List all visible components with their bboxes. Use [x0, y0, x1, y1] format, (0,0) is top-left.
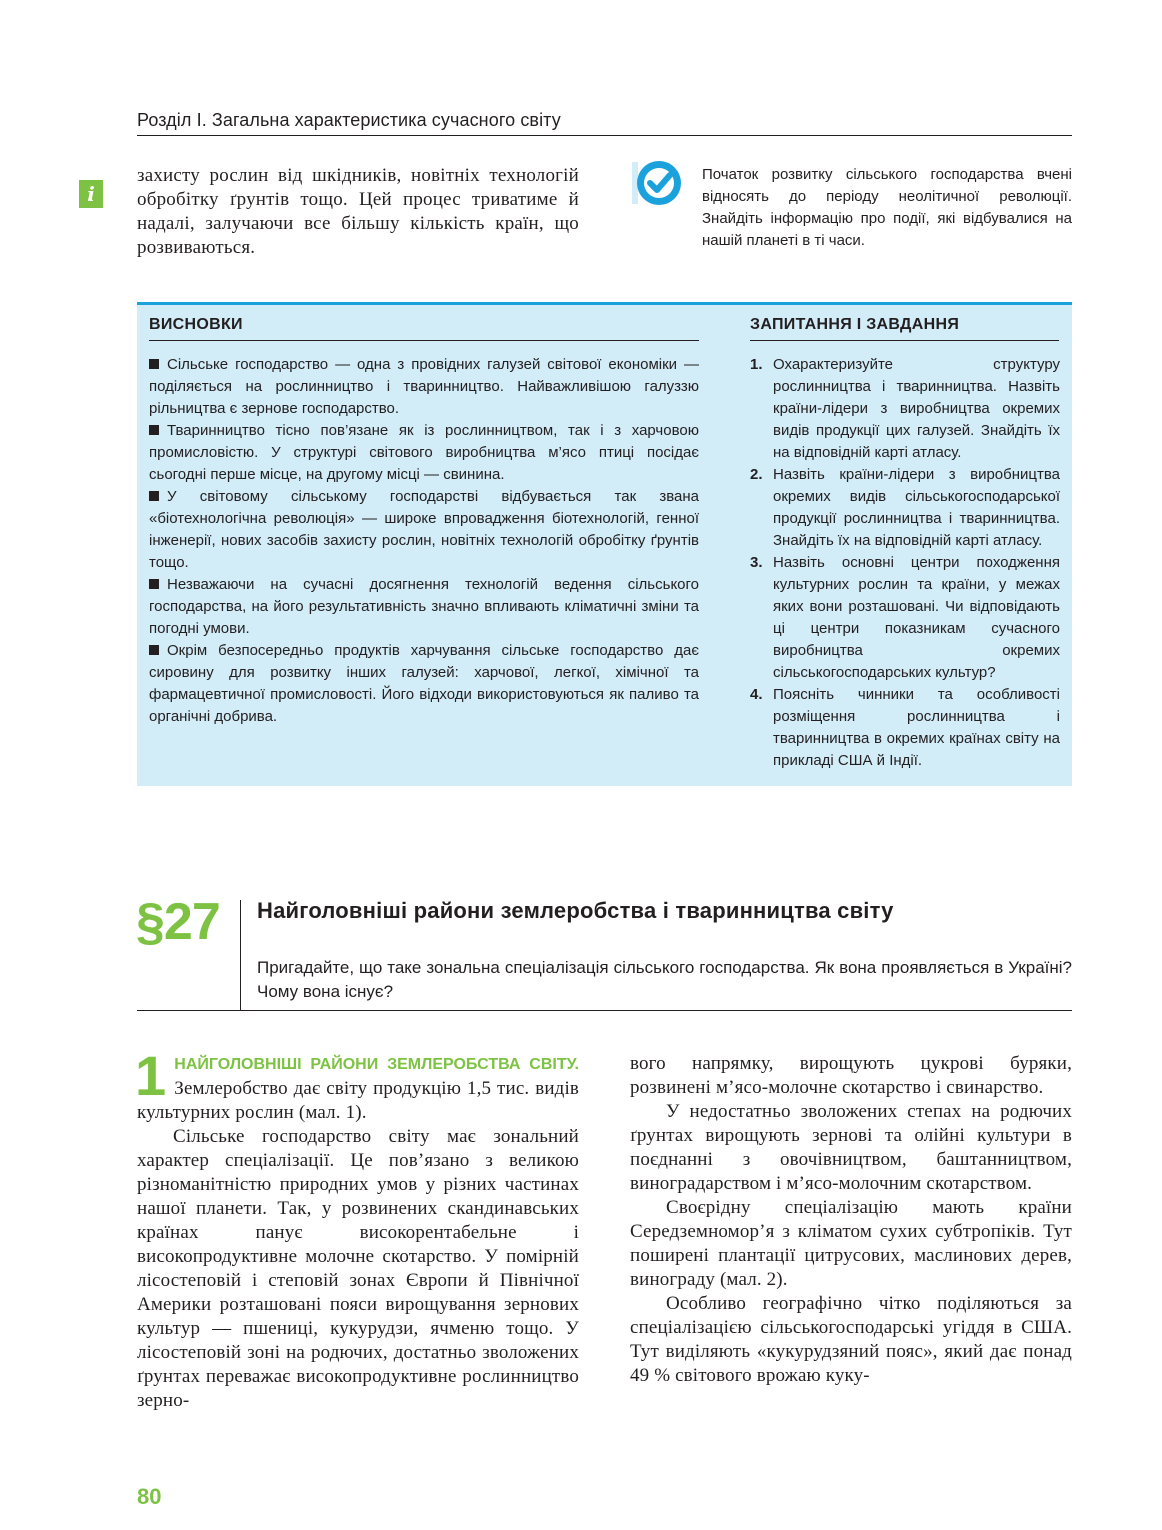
list-item: [750, 354, 1060, 464]
intro-paragraph: захисту рослин від шкідників, новітніх технологій обробітку ґрунтів тощо. Цей процес триватиме й надалі, залучаючи все більшу кількість країн, що розвиваються.: [137, 165, 579, 258]
question-number: 2.: [750, 466, 763, 483]
questions-list: [750, 354, 1060, 772]
body-column-right: [630, 1052, 1072, 1388]
questions-rule: [750, 340, 1059, 341]
list-item: Окрім безпосередньо продуктів харчування сільське господарство дає сировину для розвитку інших галузей: харчової, легкої, хімічної та фармацевтичної промисловості. Його відходи використовуються як паливо та органічні добрива.: [149, 642, 699, 725]
body-column-left: [135, 1044, 579, 1413]
header-rule: [137, 135, 1072, 136]
question-number: 4.: [750, 686, 763, 703]
question-number: 3.: [750, 554, 763, 571]
section-title: Найголовніші райони землеробства і тваринництва світу: [257, 898, 894, 923]
question-text: Назвіть основні центри походження культурних рослин та країни, у межах яких вони розташовані. Чи відповідають ці центри показникам сучасного виробництва окремих сільськогосподарських культур?: [773, 554, 1060, 681]
conclusions-list: [149, 354, 699, 728]
task-note: Початок розвитку сільського господарства вчені відносять до періоду неолітичної революції. Знайдіть інформацію про події, які відбувалися на нашій планеті в ті часи.: [702, 166, 1072, 249]
body-paragraph: вого напрямку, вирощують цукрові буряки, розвинені м’ясо-молочне скотарство і свинарство.: [630, 1053, 1072, 1098]
subsection-number: 1: [135, 1044, 167, 1107]
list-item: У світовому сільському господарстві відбувається так звана «біотехнологічна революція» — широке впровадження біотехнологій, генної інженерії, нових засобів захисту рослин, новітніх технологій обробітку ґрунтів тощо.: [149, 488, 699, 571]
section-recall-question: Пригадайте, що таке зональна спеціалізація сільського господарства. Як вона проявляється в Україні? Чому вона існує?: [257, 958, 1072, 1001]
body-paragraph: У недостатньо зволожених степах на родючих ґрунтах вирощують зернові та олійні культури в поєднанні з овочівництвом, баштанництвом, виноградарством і м’ясо-молочним скотарством.: [630, 1101, 1072, 1194]
conclusions-heading: ВИСНОВКИ: [149, 316, 243, 333]
list-item: Сільське господарство — одна з провідних галузей світової економіки — поділяється на рослинництво і тваринництво. Найважливішою галуззю рільництва є зернове господарство.: [149, 356, 699, 417]
subsection-heading: НАЙГОЛОВНІШІ РАЙОНИ ЗЕМЛЕРОБСТВА СВІТУ.: [174, 1056, 579, 1073]
list-item: Незважаючи на сучасні досягнення технологій ведення сільського господарства, на його результативність значно впливають кліматичні зміни та погодні умови.: [149, 576, 699, 637]
lead-paragraph: 1 НАЙГОЛОВНІШІ РАЙОНИ ЗЕМЛЕРОБСТВА СВІТУ. Землеробство дає світу продукцію 1,5 тис. видів культурних рослин (мал. 1).: [135, 1044, 579, 1123]
running-title: Розділ І. Загальна характеристика сучасного світу: [137, 110, 561, 130]
square-bullet-icon: [149, 645, 159, 655]
body-paragraph: Сільське господарство світу має зональний характер спеціалізації. Це пов’язано з великою різноманітністю природних умов у різних частинах нашої планети. Так, у розвинених скандинавських країнах панує високорентабельне і високопродуктивне молочне скотарство. У помірній лісостеповій і степовій зонах Європи й Північної Америки розташовані пояси вирощування зернових культур — пшениці, кукурудзи, ячменю тощо. У лісостеповій зоні на родючих, достатньо зволожених ґрунтах переважає високопродуктивне рослинництво зерно-: [137, 1126, 579, 1411]
question-text: Охарактеризуйте структуру рослинництва і тваринництва. Назвіть країни-лідери з виробництва окремих видів продукції цих галузей. Знайдіть їх на відповідній карті атласу.: [773, 356, 1060, 461]
list-item: [750, 464, 1060, 552]
question-number: 1.: [750, 356, 763, 373]
list-item: Тваринництво тісно пов’язане як із рослинництвом, так і з харчовою промисловістю. У структурі світового виробництва м’ясо птиці посідає сьогодні перше місце, на другому місці — свинина.: [149, 422, 699, 483]
body-paragraph: Особливо географічно чітко поділяються за спеціалізацією сільськогосподарські угіддя в США. Тут виділяють «кукурудзяний пояс», який дає понад 49 % світового врожаю куку-: [630, 1293, 1072, 1386]
questions-heading: ЗАПИТАННЯ І ЗАВДАННЯ: [750, 316, 960, 333]
section-divider: [240, 900, 241, 1010]
question-text: Поясніть чинники та особливості розміщення рослинництва і тваринництва в окремих країнах світу на прикладі США й Індії.: [773, 686, 1060, 769]
square-bullet-icon: [149, 579, 159, 589]
question-text: Назвіть країни-лідери з виробництва окремих видів сільськогосподарської продукції рослинництва і тваринництва. Знайдіть їх на відповідній карті атласу.: [773, 466, 1060, 549]
section-number: §27: [136, 893, 220, 951]
box-top-border: [737, 302, 1072, 305]
info-icon: i: [79, 180, 103, 208]
square-bullet-icon: [149, 491, 159, 501]
section-rule: [137, 1010, 1072, 1011]
page-number: 80: [137, 1484, 162, 1509]
box-top-border: [137, 302, 737, 305]
square-bullet-icon: [149, 359, 159, 369]
body-paragraph: Своєрідну спеціалізацію мають країни Середземномор’я з кліматом сухих субтропіків. Тут поширені плантації цитрусових, маслинових дерев, винограду (мал. 2).: [630, 1197, 1072, 1290]
square-bullet-icon: [149, 425, 159, 435]
list-item: [750, 552, 1060, 684]
check-circle-icon: [632, 160, 682, 206]
conclusions-rule: [149, 340, 699, 341]
list-item: [750, 684, 1060, 772]
